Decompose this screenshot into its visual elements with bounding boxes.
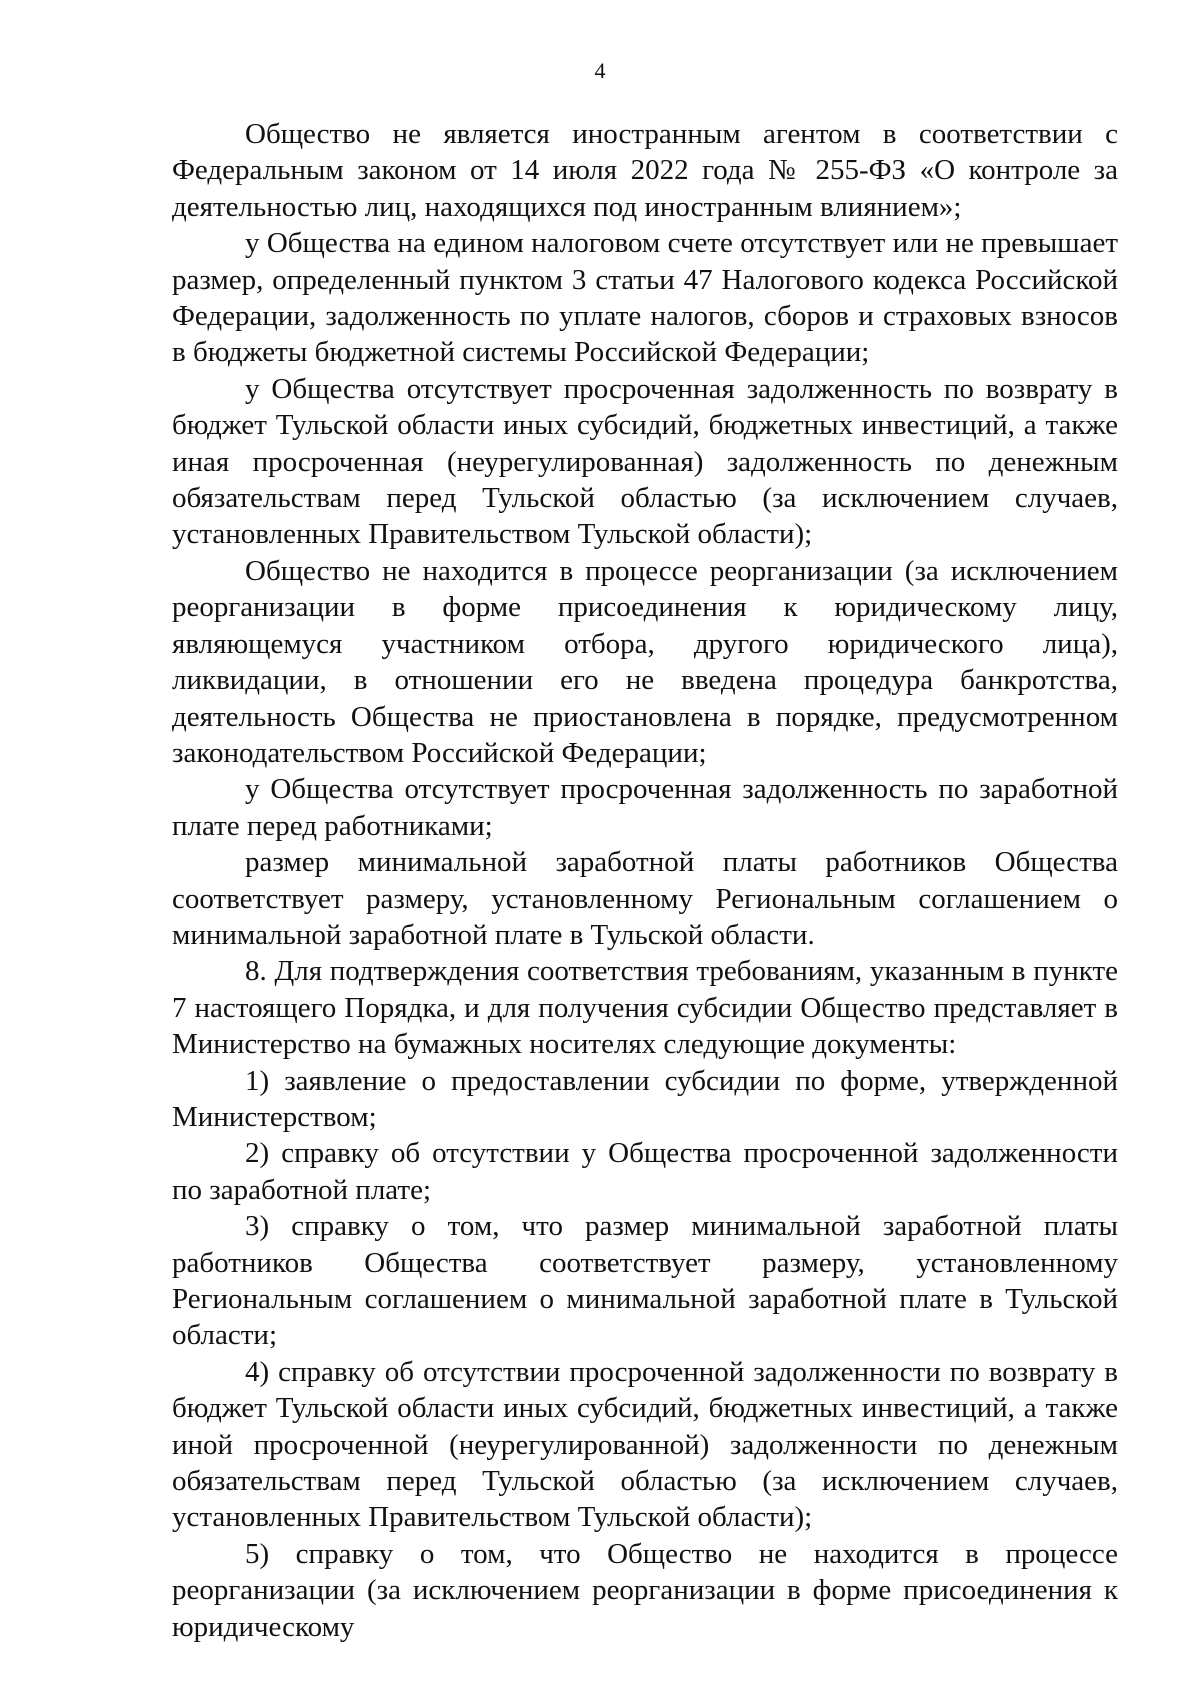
list-item-1: 1) заявление о предоставлении субсидии по форме, утвержденной Министерством; xyxy=(172,1064,1118,1133)
list-item-4: 4) справку об отсутствии просроченной задолженности по возврату в бюджет Тульской области иных субсидий, бюджетных инвестиций, а также иной просроченной (неурегулированной) задолженности по денежным обязательствам перед Тульской областью (за исключением случаев, установленных Правительством Тульской области); xyxy=(172,1355,1118,1534)
paragraph-minimum-wage: размер минимальной заработной платы работников Общества соответствует размеру, установленному Региональным соглашением о минимальной заработной плате в Тульской области. xyxy=(172,846,1118,951)
document-body xyxy=(172,116,1118,1645)
list-item-2: 2) справку об отсутствии у Общества просроченной задолженности по заработной плате; xyxy=(172,1137,1118,1206)
paragraph-item-8: 8. Для подтверждения соответствия требованиям, указанным в пункте 7 настоящего Порядка, и для получения субсидии Общество представляет в Министерство на бумажных носителях следующие документы: xyxy=(172,955,1118,1061)
paragraph-tax-debt: у Общества на едином налоговом счете отсутствует или не превышает размер, определенный пунктом 3 статьи 47 Налогового кодекса Российской Федерации, задолженность по уплате налогов, сборов и страховых взносов в бюджеты бюджетной системы Российской Федерации; xyxy=(172,227,1118,369)
paragraph-overdue-budget-debt: у Общества отсутствует просроченная задолженность по возврату в бюджет Тульской области иных субсидий, бюджетных инвестиций, а также иная просроченная (неурегулированная) задолженность по денежным обязательствам перед Тульской областью (за исключением случаев, установленных Правительством Тульской области); xyxy=(172,372,1118,551)
list-item-3: 3) справку о том, что размер минимальной заработной платы работников Общества соответствует размеру, установленному Региональным соглашением о минимальной заработной плате в Тульской области; xyxy=(172,1210,1118,1352)
page-number: 4 xyxy=(594,58,606,83)
list-item-5: 5) справку о том, что Общество не находится в процессе реорганизации (за исключением реорганизации в форме присоединения к юридическому xyxy=(172,1537,1118,1643)
paragraph-reorganization: Общество не находится в процессе реорганизации (за исключением реорганизации в форме присоединения к юридическому лицу, являющемуся участником отбора, другого юридического лица), ликвидации, в отношении его не введена процедура банкротства, деятельность Общества не приостановлена в порядке, предусмотренном законодательством Российской Федерации; xyxy=(172,554,1118,769)
paragraph-salary-arrears: у Общества отсутствует просроченная задолженность по заработной плате перед работниками; xyxy=(172,773,1118,842)
paragraph-foreign-agent: Общество не является иностранным агентом в соответствии с Федеральным законом от 14 июля 2022 года № 255-ФЗ «О контроле за деятельностью лиц, находящихся под иностранным влиянием»; xyxy=(172,118,1118,223)
